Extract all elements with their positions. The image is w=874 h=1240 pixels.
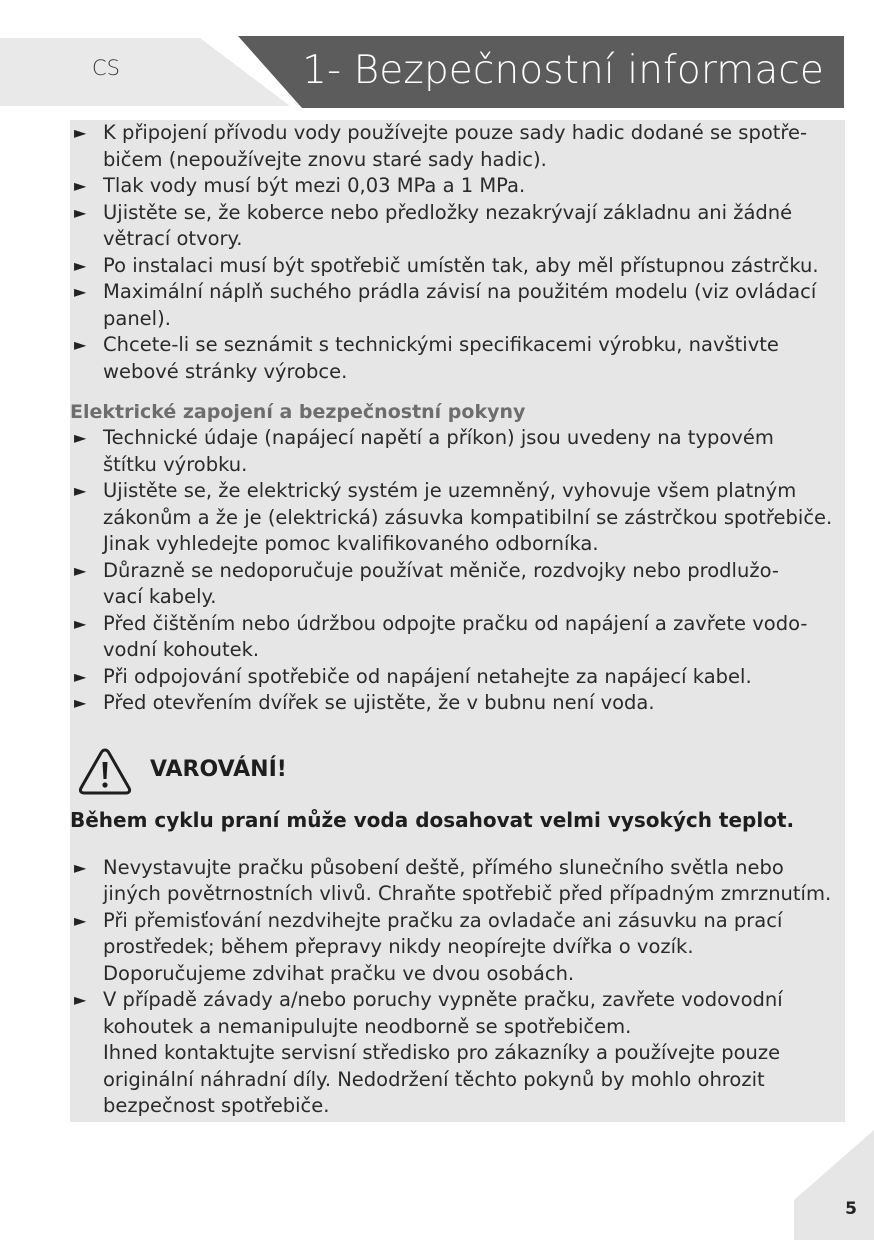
bullet-icon: ► <box>74 857 87 877</box>
list-item-line: Ihned kontaktujte servisní středisko pro zákazníky a používejte pouze <box>103 1041 781 1064</box>
list-item-line: vodní kohoutek. <box>103 638 260 661</box>
warning-title: VAROVÁNÍ! <box>150 756 287 782</box>
list-item-line: štítku výrobku. <box>103 452 248 476</box>
list-item-line: webové stránky výrobce. <box>103 359 348 383</box>
list-item-line: vací kabely. <box>103 585 217 608</box>
bullet-icon: ► <box>74 123 87 142</box>
content-panel <box>70 120 845 1122</box>
list-item <box>70 664 845 691</box>
list-item-line: jiných povětrnostních vlivů. Chraňte spotřebič před případným zmrznutím. <box>103 882 832 905</box>
list-item <box>70 279 845 332</box>
warning-header <box>70 739 845 799</box>
list-item-line: Před čištěním nebo údržbou odpojte pračku od napájení a zavřete vodo- <box>103 611 808 635</box>
safety-list-3 <box>70 855 845 1120</box>
list-item-line: větrací otvory. <box>103 227 243 250</box>
electrical-section-title: Elektrické zapojení a bezpečnostní pokyny <box>70 401 526 423</box>
list-item <box>70 908 845 988</box>
list-item-line: Technické údaje (napájecí napětí a příkon) jsou uvedeny na typovém <box>103 426 774 449</box>
warning-subtitle: Během cyklu praní může voda dosahovat velmi vysokých teplot. <box>70 807 795 832</box>
list-item-line: bičem (nepoužívejte znovu staré sady hadic). <box>103 147 547 171</box>
list-item-line: panel). <box>103 306 171 330</box>
list-item-line: Důrazně se nedoporučuje používat měniče, rozdvojky nebo prodlužo- <box>103 558 779 582</box>
list-item-line: kohoutek a nemanipulujte neodborně se spotřebičem. <box>103 1014 632 1038</box>
list-item-line: Jinak vyhledejte pomoc kvalifikovaného odborníka. <box>103 532 599 555</box>
language-tab <box>0 38 290 106</box>
bullet-icon: ► <box>74 255 87 275</box>
bullet-icon: ► <box>74 335 87 354</box>
list-item-line: Ujistěte se, že elektrický systém je uzemněný, vyhovuje všem platným <box>103 479 797 502</box>
page-title: 1- Bezpečnostní informace <box>302 48 824 93</box>
bullet-icon: ► <box>74 910 87 930</box>
list-item-line: Po instalaci musí být spotřebič umístěn tak, aby měl přístupnou zástrčku. <box>103 253 819 277</box>
list-item-line: Při odpojování spotřebiče od napájení netahejte za napájecí kabel. <box>103 664 752 688</box>
list-item-line: Ujistěte se, že koberce nebo předložky nezakrývají základnu ani žádné <box>103 200 793 224</box>
bullet-icon: ► <box>74 990 87 1009</box>
list-item <box>70 855 845 908</box>
list-item-line: Nevystavujte pračku působení deště, přímého slunečního světla nebo <box>103 855 784 879</box>
language-label: CS <box>92 56 120 80</box>
list-item <box>70 173 845 200</box>
bullet-icon: ► <box>74 560 87 580</box>
bullet-icon: ► <box>74 666 87 686</box>
list-item-line: prostředek; během přepravy nikdy neopírejte dvířka o vozík. <box>103 935 694 958</box>
list-item <box>70 478 845 558</box>
list-item-line: bezpečnost spotřebiče. <box>103 1094 330 1117</box>
list-item-line: K připojení přívodu vody používejte pouze sady hadic dodané se spotře- <box>103 121 808 144</box>
bullet-icon: ► <box>74 176 87 195</box>
list-item-line: Tlak vody musí být mezi 0,03 MPa a 1 MPa. <box>103 174 526 197</box>
bullet-icon: ► <box>74 282 87 301</box>
bullet-icon: ► <box>74 202 87 222</box>
list-item-line: Před otevřením dvířek se ujistěte, že v bubnu není voda. <box>103 691 655 714</box>
list-item <box>70 987 845 1120</box>
list-item-line: Doporučujeme zdvihat pračku ve dvou osobách. <box>103 961 575 985</box>
list-item <box>70 332 845 385</box>
list-item <box>70 200 845 253</box>
electrical-list <box>70 425 845 717</box>
bullet-icon: ► <box>74 481 87 500</box>
list-item-line: Při přemisťování nezdvihejte pračku za ovladače ani zásuvku na prací <box>103 908 783 932</box>
bullet-icon: ► <box>74 693 87 712</box>
list-item <box>70 690 845 717</box>
safety-list-1 <box>70 120 845 385</box>
bullet-icon: ► <box>74 613 87 633</box>
list-item <box>70 558 845 611</box>
list-item <box>70 253 845 280</box>
bullet-icon: ► <box>74 428 87 447</box>
warning-triangle-icon <box>78 747 132 795</box>
list-item <box>70 425 845 478</box>
list-item-line: zákonům a že je (elektrická) zásuvka kompatibilní se zástrčkou spotřebiče. <box>103 505 833 529</box>
list-item <box>70 120 845 173</box>
list-item-line: Chcete-li se seznámit s technickými specifikacemi výrobku, navštivte <box>103 333 779 356</box>
list-item <box>70 611 845 664</box>
list-item-line: Maximální náplň suchého prádla závisí na použitém modelu (viz ovládací <box>103 280 817 303</box>
page-number: 5 <box>845 1199 857 1219</box>
list-item-line: V případě závady a/nebo poruchy vypněte pračku, zavřete vodovodní <box>103 988 783 1011</box>
list-item-line: originální náhradní díly. Nedodržení těchto pokynů by mohlo ohrozit <box>103 1067 765 1091</box>
page-corner <box>794 1130 874 1240</box>
